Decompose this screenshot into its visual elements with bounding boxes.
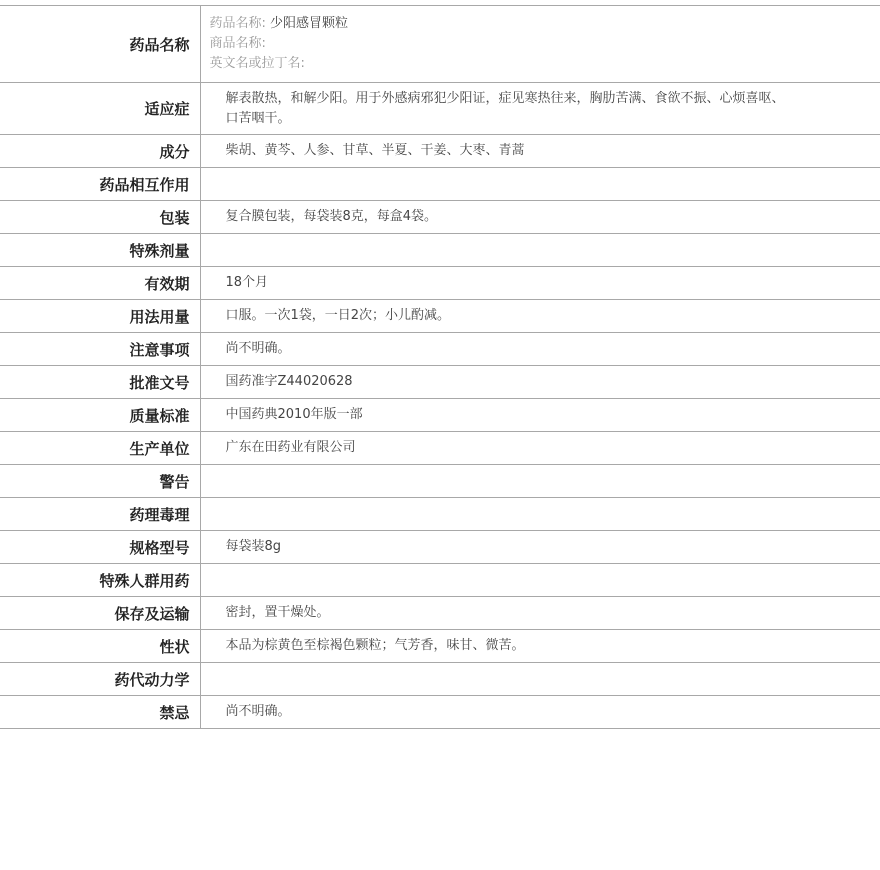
row-label: 药品相互作用 — [0, 168, 200, 201]
row-value: 尚不明确。 — [200, 333, 880, 366]
row-value: 尚不明确。 — [200, 696, 880, 729]
row-pharmacokinetics — [0, 663, 880, 696]
row-label: 警告 — [0, 465, 200, 498]
drug-names-cell — [200, 6, 880, 83]
row-storage-transport — [0, 597, 880, 630]
trade-name-label: 商品名称: — [209, 36, 266, 51]
row-value — [200, 498, 880, 531]
row-value: 密封，置干燥处。 — [200, 597, 880, 630]
row-appearance — [0, 630, 880, 663]
row-pharmacology-toxicology — [0, 498, 880, 531]
row-label: 性状 — [0, 630, 200, 663]
row-value — [200, 234, 880, 267]
row-value: 柴胡、黄芩、人参、甘草、半夏、干姜、大枣、青蒿 — [200, 135, 880, 168]
row-label: 适应症 — [0, 83, 200, 135]
row-manufacturer — [0, 432, 880, 465]
english-name-label: 英文名或拉丁名: — [209, 56, 305, 71]
row-label: 包装 — [0, 201, 200, 234]
row-usage-dosage — [0, 300, 880, 333]
row-approval-number — [0, 366, 880, 399]
row-label: 生产单位 — [0, 432, 200, 465]
row-label: 保存及运输 — [0, 597, 200, 630]
row-drug-names — [0, 6, 880, 83]
row-label: 注意事项 — [0, 333, 200, 366]
row-indications — [0, 83, 880, 135]
row-label: 质量标准 — [0, 399, 200, 432]
row-value: 中国药典2010年版一部 — [200, 399, 880, 432]
row-ingredients — [0, 135, 880, 168]
row-label: 禁忌 — [0, 696, 200, 729]
row-interactions — [0, 168, 880, 201]
row-label: 规格型号 — [0, 531, 200, 564]
row-special-populations — [0, 564, 880, 597]
row-shelf-life — [0, 267, 880, 300]
row-special-dosage — [0, 234, 880, 267]
row-value: 解表散热，和解少阳。用于外感病邪犯少阳证，症见寒热往来，胸肋苦满、食欲不振、心烦喜呕、口苦咽干。 — [200, 83, 880, 135]
row-value: 口服。一次1袋，一日2次；小儿酌减。 — [200, 300, 880, 333]
row-value: 复合膜包装，每袋装8克，每盒4袋。 — [200, 201, 880, 234]
drug-name-label: 药品名称: — [209, 16, 266, 31]
row-value — [200, 168, 880, 201]
row-specification — [0, 531, 880, 564]
row-label: 药理毒理 — [0, 498, 200, 531]
row-label: 特殊人群用药 — [0, 564, 200, 597]
row-label: 药代动力学 — [0, 663, 200, 696]
row-value — [200, 465, 880, 498]
row-value: 本品为棕黄色至棕褐色颗粒；气芳香，味甘、微苦。 — [200, 630, 880, 663]
row-value — [200, 663, 880, 696]
row-packaging — [0, 201, 880, 234]
row-value: 18个月 — [200, 267, 880, 300]
row-value: 国药准字Z44020628 — [200, 366, 880, 399]
drug-name-line — [210, 14, 791, 34]
drug-spec-table — [0, 5, 880, 729]
row-precautions — [0, 333, 880, 366]
row-label: 批准文号 — [0, 366, 200, 399]
row-contraindications — [0, 696, 880, 729]
row-label: 成分 — [0, 135, 200, 168]
row-label: 药品名称 — [0, 6, 200, 83]
drug-name-value: 少阳感冒颗粒 — [270, 16, 349, 31]
row-label: 用法用量 — [0, 300, 200, 333]
row-warning — [0, 465, 880, 498]
row-value: 每袋装8g — [200, 531, 880, 564]
row-quality-standard — [0, 399, 880, 432]
row-value — [200, 564, 880, 597]
row-label: 特殊剂量 — [0, 234, 200, 267]
row-value: 广东在田药业有限公司 — [200, 432, 880, 465]
row-label: 有效期 — [0, 267, 200, 300]
